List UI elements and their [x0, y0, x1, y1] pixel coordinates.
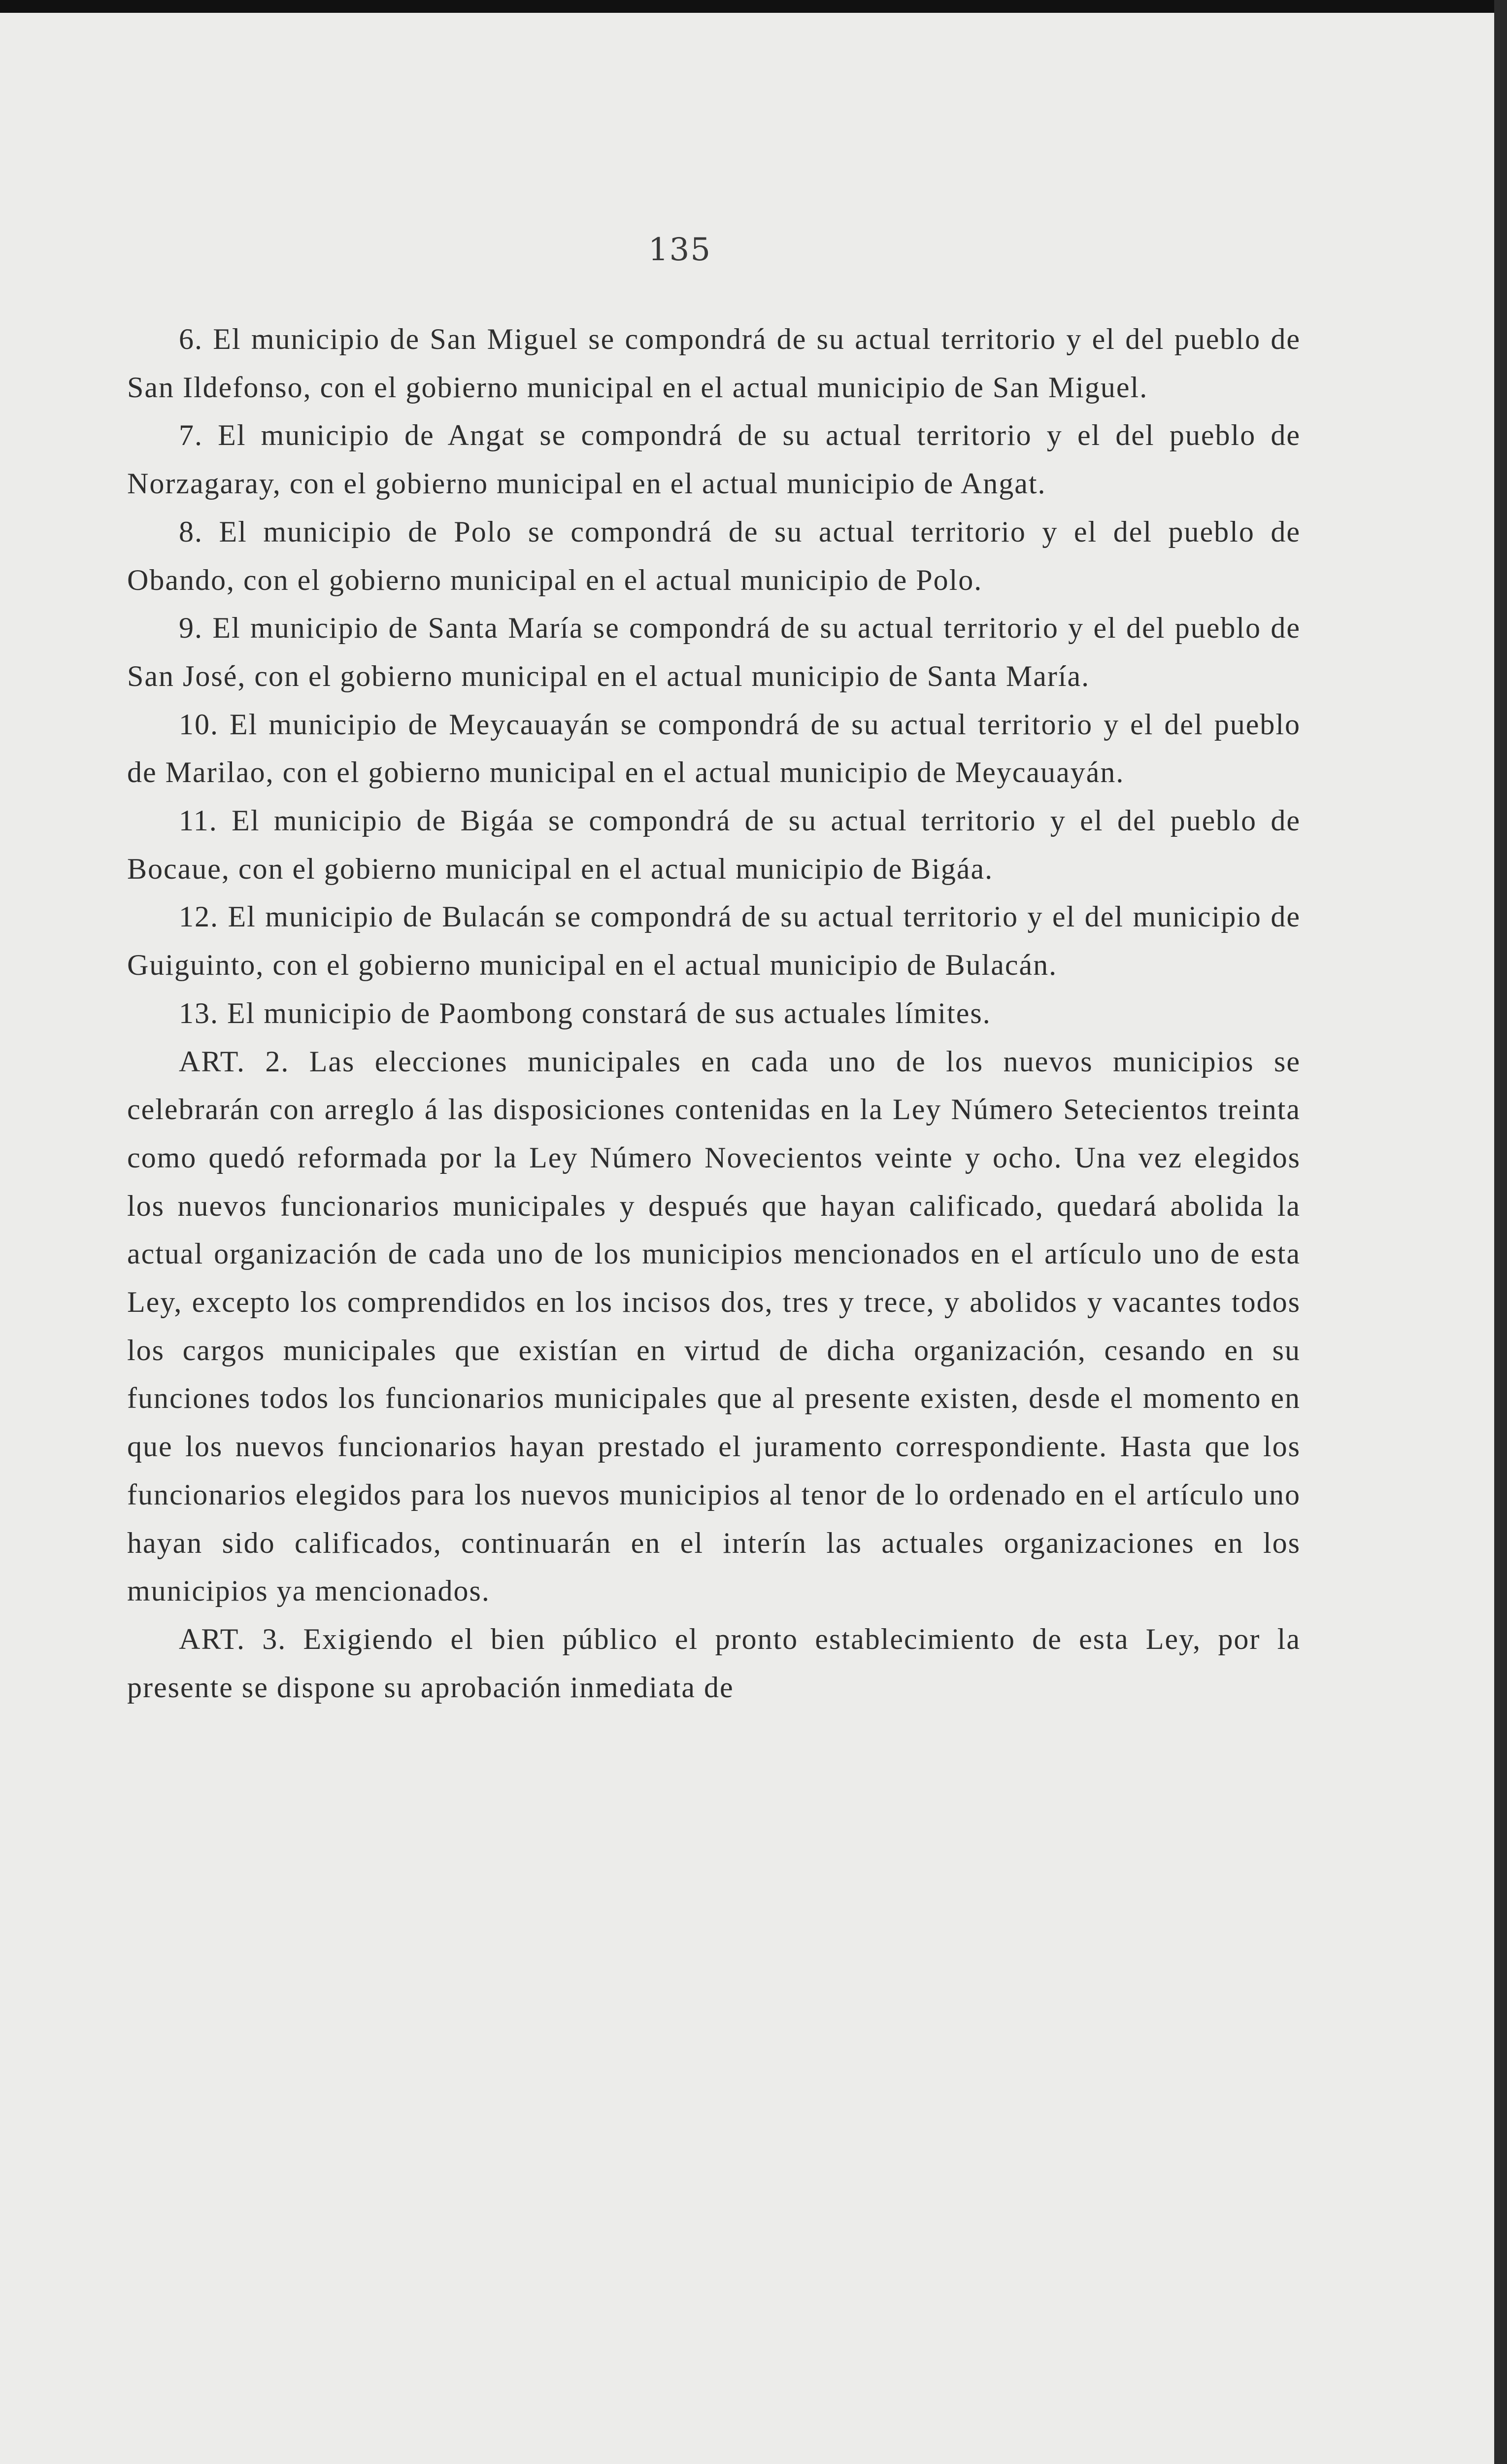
paragraph-9: 9. El municipio de Santa María se compondrá de su actual territorio y el del pueblo de San José, con el gobierno municipal en el actual municipio de Santa María.	[127, 612, 1301, 692]
right-scan-border	[1494, 0, 1507, 2464]
paragraph-7: 7. El municipio de Angat se compondrá de su actual territorio y el del pueblo de Norzagaray, con el gobierno municipal en el actual municipio de Angat.	[127, 419, 1301, 500]
body-text	[127, 315, 1301, 1711]
paragraph-12: 12. El municipio de Bulacán se compondrá de su actual territorio y el del municipio de Guiguinto, con el gobierno municipal en el actual municipio de Bulacán.	[127, 900, 1301, 982]
paragraph-6: 6. El municipio de San Miguel se compondrá de su actual territorio y el del pueblo de San Ildefonso, con el gobierno municipal en el actual municipio de San Miguel.	[127, 323, 1301, 404]
paragraph-8: 8. El municipio de Polo se compondrá de su actual territorio y el del pueblo de Obando, con el gobierno municipal en el actual municipio de Polo.	[127, 515, 1301, 596]
article-2: ART. 2. Las elecciones municipales en cada uno de los nuevos municipios se celebrarán con arreglo á las disposiciones contenidas en la Ley Número Setecientos treinta como quedó reformada por la Ley Número Novecientos veinte y ocho. Una vez elegidos los nuevos funcionarios municipales y después que hayan calificado, quedará abolida la actual organización de cada uno de los municipios mencionados en el artículo uno de esta Ley, excepto los comprendidos en los incisos dos, tres y trece, y abolidos y vacantes todos los cargos municipales que existían en virtud de dicha organización, cesando en su funciones todos los funcionarios municipales que al presente existen, desde el momento en que los nuevos funcionarios hayan prestado el juramento correspondiente. Hasta que los funcionarios elegidos para los nuevos municipios al tenor de lo ordenado en el artículo uno hayan sido calificados, continuarán en el interín las actuales organizaciones en los municipios ya mencionados.	[127, 1045, 1301, 1608]
paragraph-10: 10. El municipio de Meycauayán se compondrá de su actual territorio y el del pueblo de Marilao, con el gobierno municipal en el actual municipio de Meycauayán.	[127, 708, 1301, 789]
page-number: 135	[648, 232, 712, 268]
article-3: ART. 3. Exigiendo el bien público el pronto establecimiento de esta Ley, por la presente se dispone su aprobación inmediata de	[127, 1622, 1301, 1704]
top-scan-border	[0, 0, 1507, 13]
paragraph-13: 13. El municipio de Paombong constará de sus actuales límites.	[179, 996, 991, 1029]
paragraph-11: 11. El municipio de Bigáa se compondrá de su actual territorio y el del pueblo de Bocaue, con el gobierno municipal en el actual municipio de Bigáa.	[127, 804, 1301, 885]
